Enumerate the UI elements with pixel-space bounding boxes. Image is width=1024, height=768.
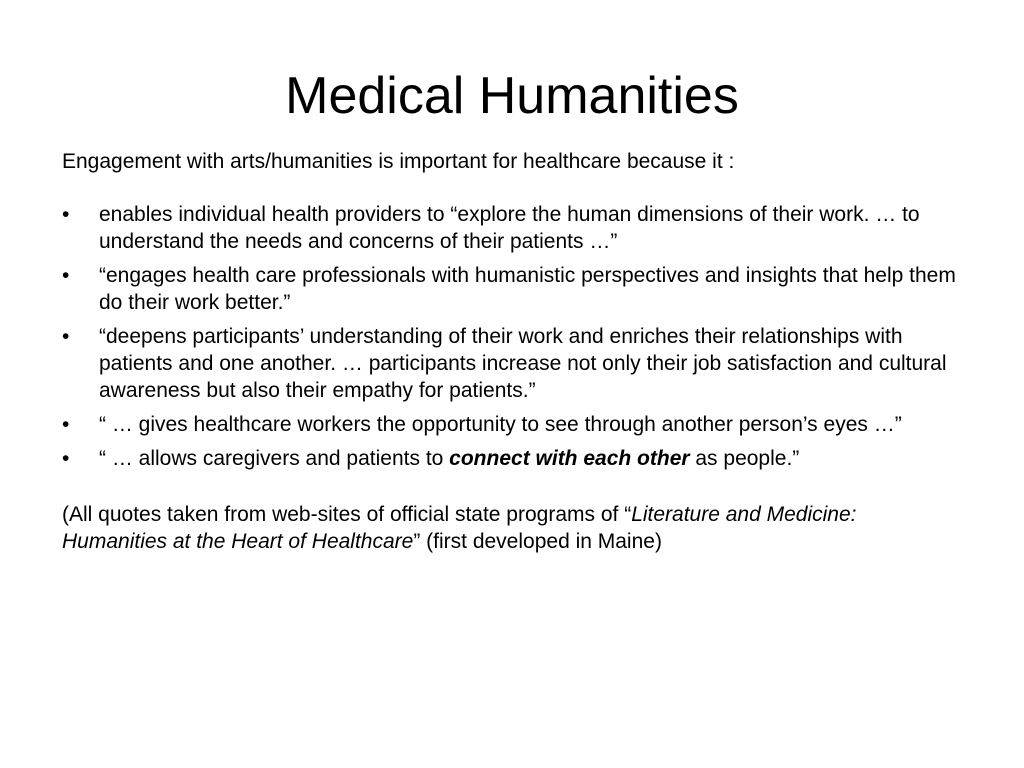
intro-text: Engagement with arts/humanities is important for healthcare because it :	[62, 150, 735, 173]
bullet-item	[62, 445, 962, 472]
bullet-icon: •	[62, 264, 70, 287]
bullet-icon: •	[62, 447, 70, 470]
bullet-text-after: as people.”	[689, 447, 800, 470]
bullet-text	[99, 447, 799, 470]
slide-title: Medical Humanities	[285, 67, 739, 125]
source-note-before: (All quotes taken from web-sites of official state programs of “	[62, 503, 632, 526]
source-note-title: Literature and Medicine: Humanities at the Heart of Healthcare	[62, 503, 857, 553]
bullet-text: “deepens participants’ understanding of their work and enriches their relationships with patients and one another. … participants increase not only their job satisfaction and cultural awareness but also their empathy for patients.”	[99, 325, 947, 402]
bullet-list	[62, 201, 962, 472]
bullet-text: “ … gives healthcare workers the opportunity to see through another person’s eyes …”	[99, 413, 902, 436]
bullet-icon: •	[62, 203, 70, 226]
bullet-item	[62, 201, 962, 255]
bullet-item	[62, 262, 962, 316]
bullet-icon: •	[62, 325, 70, 348]
bullet-text-before: “ … allows caregivers and patients to	[99, 447, 450, 470]
source-note-after: ” (first developed in Maine)	[413, 530, 662, 553]
bullet-item	[62, 323, 962, 404]
bullet-text: enables individual health providers to “explore the human dimensions of their work. … to understand the needs and concerns of their patients …”	[99, 203, 920, 253]
bullet-text: “engages health care professionals with humanistic perspectives and insights that help them do their work better.”	[99, 264, 956, 314]
bullet-item	[62, 411, 962, 438]
bullet-icon: •	[62, 413, 70, 436]
slide-content	[62, 148, 962, 555]
bullet-emphasis: connect with each other	[449, 447, 690, 470]
source-note	[62, 501, 962, 555]
